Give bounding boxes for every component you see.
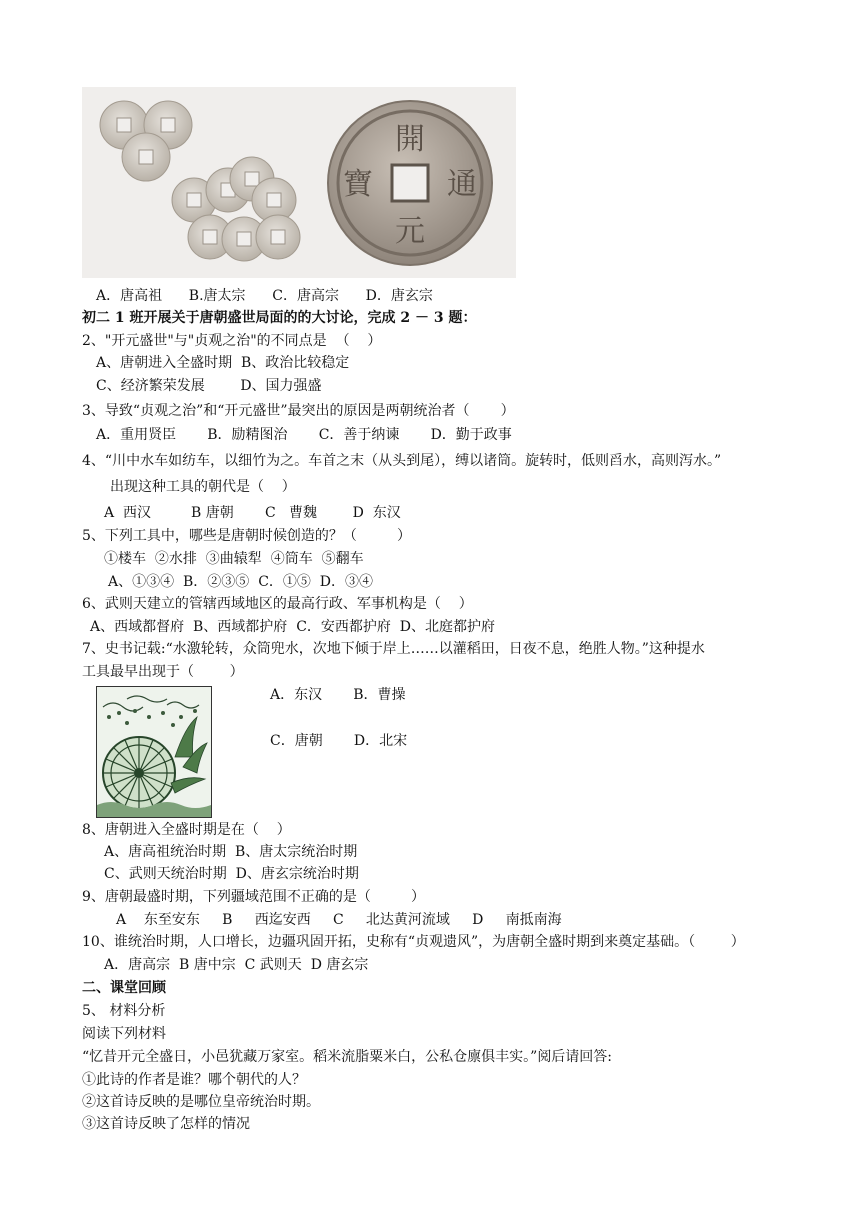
q10-stem: 10、谁统治时期，人口增长，边疆巩固开拓，史称有“贞观遗风”，为唐朝全盛时期到来奠定基础。（ ） <box>82 934 745 950</box>
q7-options-ab: A．东汉 B．曹操 <box>270 687 406 703</box>
section2-question-1: ①此诗的作者是谁？哪个朝代的人？ <box>82 1072 306 1088</box>
q7-stem-2: 工具最早出现于（ ） <box>82 664 244 680</box>
section2-heading: 二、课堂回顾 <box>82 980 166 996</box>
section-intro: 初二 1 班开展关于唐朝盛世局面的的大讨论，完成 2 － 3 题： <box>82 310 477 326</box>
q6-stem: 6、武则天建立的管辖西域地区的最高行政、军事机构是（ ） <box>82 596 473 612</box>
q5-stem: 5、下列工具中，哪些是唐朝时候创造的？（ ） <box>82 528 411 544</box>
q7-options-cd: C．唐朝 D．北宋 <box>270 733 408 749</box>
q2-stem: 2、"开元盛世"与"贞观之治"的不同点是 （ ） <box>82 333 382 349</box>
q9-stem: 9、唐朝最盛时期，下列疆域范围不正确的是（ ） <box>82 889 425 905</box>
section2-poem: “忆昔开元全盛日，小邑犹藏万家室。稻米流脂粟米白，公私仓廪俱丰实。”阅后请回答: <box>82 1049 613 1065</box>
q8-options-1: A、唐高祖统治时期 B、唐太宗统治时期 <box>104 844 358 860</box>
q2-options-1: A、唐朝进入全盛时期 B、政治比较稳定 <box>96 355 350 371</box>
q9-options: A 东至安东 B 西迄安西 C 北达黄河流域 D 南抵南海 <box>116 912 562 928</box>
q3-stem: 3、导致“贞观之治”和“开元盛世”最突出的原因是两朝统治者（ ） <box>82 403 515 419</box>
q6-options: A、西域都督府 B、西域都护府 C．安西都护府 D、北庭都护府 <box>90 619 496 635</box>
q10-options: A．唐高宗 B 唐中宗 C 武则天 D 唐玄宗 <box>104 957 369 973</box>
q4-options: A 西汉 B 唐朝 C 曹魏 D 东汉 <box>104 505 401 521</box>
small-coin <box>122 133 170 181</box>
coin-char-left: 寶 <box>343 167 373 202</box>
section2-read: 阅读下列材料 <box>82 1026 166 1042</box>
coin-char-bottom: 元 <box>395 214 425 249</box>
wheel <box>103 737 175 809</box>
coin-char-top: 開 <box>395 122 425 157</box>
coin-char-right: 通 <box>447 167 477 202</box>
section2-question-2: ②这首诗反映的是哪位皇帝统治时期。 <box>82 1094 320 1110</box>
q7-stem: 7、史书记载:“水激轮转，众筒兜水，次地下倾于岸上……以灌稻田，日夜不息，绝胜人物。”这种提水 <box>82 641 705 657</box>
coins-illustration <box>82 87 516 278</box>
section2-question-3: ③这首诗反映了怎样的情况 <box>82 1116 250 1132</box>
large-kaiyuan-coin <box>328 101 492 265</box>
water-wheel-illustration <box>97 687 211 817</box>
q5-options: A、①③④ B．②③⑤ C．①⑤ D．③④ <box>108 574 374 590</box>
q4-stem-2: 出现这种工具的朝代是（ ） <box>110 479 296 495</box>
kaiyuan-tongbao-coins-image <box>82 87 516 278</box>
q1-options: A．唐高祖 B.唐太宗 C．唐高宗 D．唐玄宗 <box>96 288 433 304</box>
small-coin <box>256 215 300 259</box>
q5-items: ①楼车 ②水排 ③曲辕犁 ④筒车 ⑤翻车 <box>104 551 364 567</box>
q8-stem: 8、唐朝进入全盛时期是在（ ） <box>82 822 291 838</box>
section2-item: 5、 材料分析 <box>82 1003 166 1019</box>
q2-options-2: C、经济繁荣发展 D、国力强盛 <box>96 378 322 394</box>
q8-options-2: C、武则天统治时期 D、唐玄宗统治时期 <box>104 866 359 882</box>
q3-options: A．重用贤臣 B．励精图治 C．善于纳谏 D．勤于政事 <box>96 427 512 443</box>
q4-stem: 4、“川中水车如纺车，以细竹为之。车首之末（从头到尾），缚以诸筒。旋转时，低则舀水，高则泻水。” <box>82 453 722 469</box>
water-wheel-woodcut-image <box>96 686 212 818</box>
